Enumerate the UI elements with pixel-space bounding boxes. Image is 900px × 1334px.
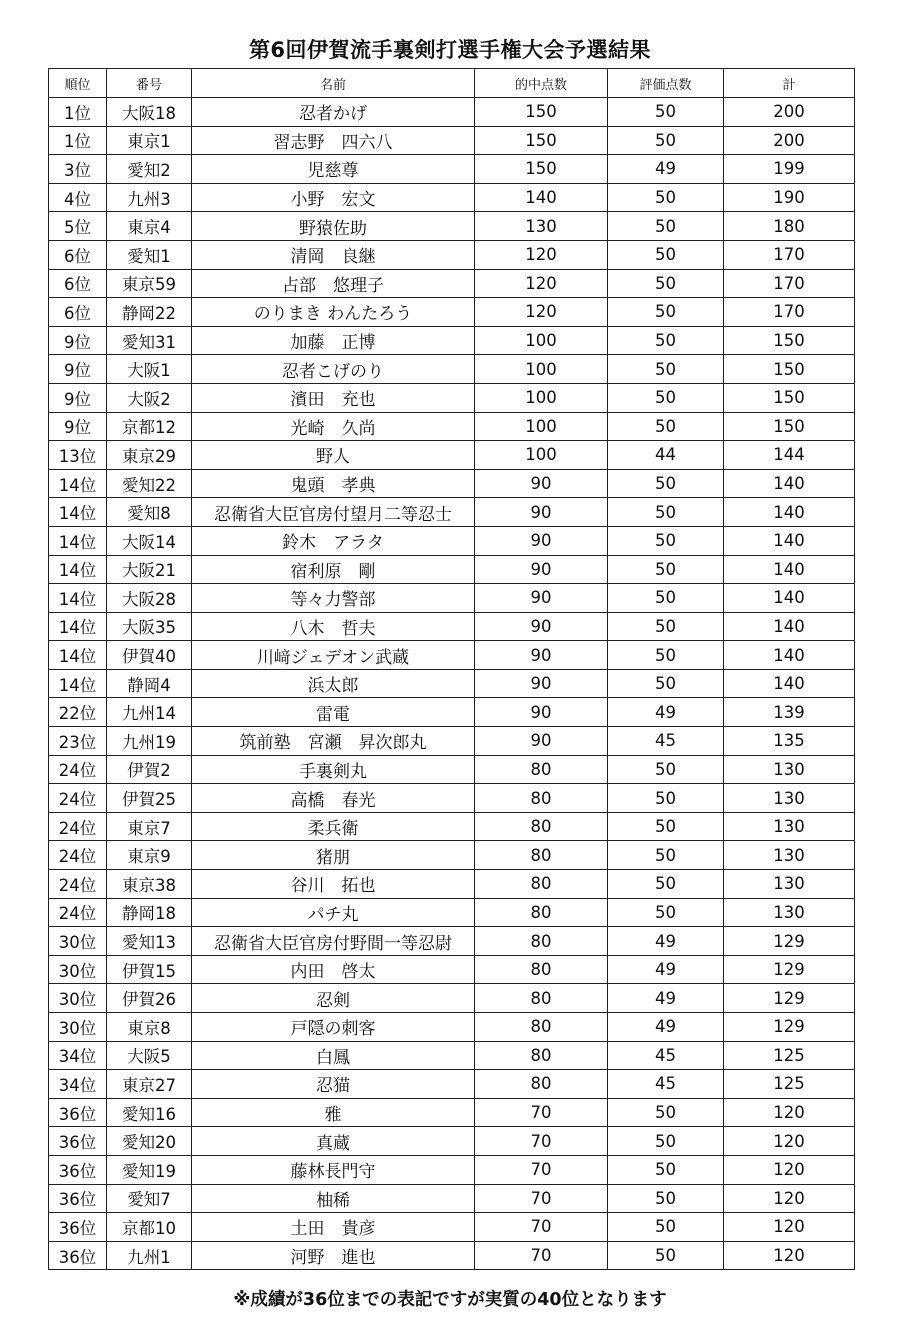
rank-cell: 14位: [49, 469, 107, 498]
number-cell: 静岡18: [107, 898, 192, 927]
total-cell: 129: [724, 1013, 855, 1042]
name-cell: 忍衛省大臣官房付野間一等忍尉: [192, 927, 475, 956]
hit-points-cell: 150: [475, 155, 608, 184]
table-row: [49, 269, 855, 298]
total-cell: 200: [724, 98, 855, 127]
eval-points-cell: 50: [608, 326, 724, 355]
rank-cell: 23位: [49, 727, 107, 756]
rank-cell: 24位: [49, 841, 107, 870]
number-cell: 九州19: [107, 727, 192, 756]
total-cell: 120: [724, 1155, 855, 1184]
hit-points-cell: 80: [475, 841, 608, 870]
rank-cell: 1位: [49, 98, 107, 127]
rank-cell: 22位: [49, 698, 107, 727]
total-cell: 130: [724, 898, 855, 927]
table-row: [49, 1070, 855, 1099]
eval-points-cell: 50: [608, 584, 724, 613]
number-cell: 東京38: [107, 870, 192, 899]
rank-cell: 9位: [49, 383, 107, 412]
total-cell: 130: [724, 755, 855, 784]
rank-cell: 30位: [49, 955, 107, 984]
number-cell: 大阪28: [107, 584, 192, 613]
table-row: [49, 441, 855, 470]
name-cell: 忍衛省大臣官房付望月二等忍士: [192, 498, 475, 527]
hit-points-cell: 90: [475, 669, 608, 698]
rank-cell: 36位: [49, 1241, 107, 1270]
rank-cell: 14位: [49, 498, 107, 527]
total-cell: 120: [724, 1098, 855, 1127]
table-row: [49, 727, 855, 756]
name-cell: 八木 哲夫: [192, 612, 475, 641]
hit-points-cell: 80: [475, 927, 608, 956]
eval-points-cell: 50: [608, 1184, 724, 1213]
name-cell: 忍者かげ: [192, 98, 475, 127]
name-cell: 忍者こげのり: [192, 355, 475, 384]
hit-points-cell: 140: [475, 183, 608, 212]
rank-cell: 14位: [49, 555, 107, 584]
table-row: [49, 155, 855, 184]
total-cell: 144: [724, 441, 855, 470]
hit-points-cell: 80: [475, 984, 608, 1013]
eval-points-cell: 45: [608, 727, 724, 756]
rank-cell: 14位: [49, 641, 107, 670]
number-cell: 静岡4: [107, 669, 192, 698]
rank-cell: 24位: [49, 755, 107, 784]
table-row: [49, 841, 855, 870]
eval-points-cell: 50: [608, 555, 724, 584]
name-cell: 鈴木 アラタ: [192, 526, 475, 555]
eval-points-cell: 50: [608, 1213, 724, 1242]
rank-cell: 5位: [49, 212, 107, 241]
total-cell: 130: [724, 870, 855, 899]
eval-points-cell: 50: [608, 641, 724, 670]
eval-points-cell: 50: [608, 98, 724, 127]
name-cell: 内田 啓太: [192, 955, 475, 984]
page-title: 第6回伊賀流手裏剣打選手権大会予選結果: [248, 38, 652, 62]
rank-cell: 30位: [49, 1013, 107, 1042]
number-cell: 大阪35: [107, 612, 192, 641]
eval-points-cell: 50: [608, 412, 724, 441]
number-cell: 京都12: [107, 412, 192, 441]
number-cell: 静岡22: [107, 298, 192, 327]
total-cell: 180: [724, 212, 855, 241]
number-cell: 愛知2: [107, 155, 192, 184]
number-cell: 愛知16: [107, 1098, 192, 1127]
rank-cell: 24位: [49, 784, 107, 813]
number-cell: 九州1: [107, 1241, 192, 1270]
hit-points-cell: 150: [475, 98, 608, 127]
total-cell: 129: [724, 927, 855, 956]
hit-points-cell: 100: [475, 441, 608, 470]
eval-points-cell: 45: [608, 1041, 724, 1070]
eval-points-cell: 50: [608, 755, 724, 784]
table-row: [49, 870, 855, 899]
hit-points-cell: 90: [475, 641, 608, 670]
table-row: [49, 126, 855, 155]
name-header: 名前: [192, 69, 475, 98]
eval-points-cell: 50: [608, 269, 724, 298]
eval-points-cell: 50: [608, 212, 724, 241]
total-cell: 125: [724, 1070, 855, 1099]
eval-points-cell: 49: [608, 698, 724, 727]
total-cell: 150: [724, 383, 855, 412]
rank-cell: 36位: [49, 1098, 107, 1127]
table-row: [49, 1127, 855, 1156]
name-cell: 猪朋: [192, 841, 475, 870]
rank-cell: 36位: [49, 1127, 107, 1156]
number-cell: 愛知1: [107, 240, 192, 269]
footnote: ※成績が36位までの表記ですが実質の40位となります: [233, 1290, 667, 1310]
eval-points-cell: 50: [608, 240, 724, 269]
number-cell: 愛知22: [107, 469, 192, 498]
hit-points-cell: 80: [475, 898, 608, 927]
table-row: [49, 412, 855, 441]
rank-cell: 6位: [49, 298, 107, 327]
eval-points-cell: 49: [608, 1013, 724, 1042]
number-cell: 東京9: [107, 841, 192, 870]
table-row: [49, 183, 855, 212]
hit-points-cell: 150: [475, 126, 608, 155]
eval-points-cell: 45: [608, 1070, 724, 1099]
total-cell: 139: [724, 698, 855, 727]
rank-cell: 9位: [49, 326, 107, 355]
hit-points-cell: 100: [475, 412, 608, 441]
total-cell: 120: [724, 1213, 855, 1242]
hit-points-cell: 120: [475, 269, 608, 298]
name-cell: 忍剣: [192, 984, 475, 1013]
total-cell: 150: [724, 355, 855, 384]
eval-points-cell: 50: [608, 812, 724, 841]
number-cell: 伊賀2: [107, 755, 192, 784]
table-row: [49, 812, 855, 841]
eval-points-cell: 50: [608, 669, 724, 698]
total-cell: 199: [724, 155, 855, 184]
table-row: [49, 669, 855, 698]
table-row: [49, 1184, 855, 1213]
number-cell: 大阪1: [107, 355, 192, 384]
number-cell: 伊賀25: [107, 784, 192, 813]
number-cell: 伊賀26: [107, 984, 192, 1013]
hit-points-cell: 80: [475, 1041, 608, 1070]
number-cell: 伊賀15: [107, 955, 192, 984]
number-cell: 大阪18: [107, 98, 192, 127]
hit-points-cell: 90: [475, 498, 608, 527]
number-cell: 京都10: [107, 1213, 192, 1242]
table-row: [49, 383, 855, 412]
rank-cell: 6位: [49, 240, 107, 269]
name-cell: 柚稀: [192, 1184, 475, 1213]
hit-points-cell: 120: [475, 298, 608, 327]
table-row: [49, 526, 855, 555]
rank-cell: 24位: [49, 870, 107, 899]
rank-cell: 9位: [49, 355, 107, 384]
name-cell: 雅: [192, 1098, 475, 1127]
name-cell: 加藤 正博: [192, 326, 475, 355]
eval-points-cell: 50: [608, 126, 724, 155]
eval-points-cell: 50: [608, 1241, 724, 1270]
number-cell: 東京59: [107, 269, 192, 298]
name-cell: 野人: [192, 441, 475, 470]
rank-cell: 9位: [49, 412, 107, 441]
hit-points-cell: 80: [475, 755, 608, 784]
number-cell: 愛知31: [107, 326, 192, 355]
number-cell: 東京7: [107, 812, 192, 841]
hit-points-cell: 130: [475, 212, 608, 241]
name-cell: 占部 悠理子: [192, 269, 475, 298]
rank-cell: 24位: [49, 812, 107, 841]
eval-points-cell: 49: [608, 927, 724, 956]
table-row: [49, 698, 855, 727]
name-cell: 手裏剣丸: [192, 755, 475, 784]
name-cell: 川﨑ジェデオン武蔵: [192, 641, 475, 670]
number-cell: 東京4: [107, 212, 192, 241]
hit-points-cell: 90: [475, 469, 608, 498]
rank-cell: 14位: [49, 584, 107, 613]
hit-points-cell: 70: [475, 1127, 608, 1156]
eval-points-cell: 50: [608, 870, 724, 899]
hit-points-cell: 90: [475, 612, 608, 641]
table-row: [49, 955, 855, 984]
name-cell: 習志野 四六八: [192, 126, 475, 155]
results-body: [49, 98, 855, 1270]
total-cell: 130: [724, 841, 855, 870]
hit-points-cell: 80: [475, 955, 608, 984]
hit-points-cell: 70: [475, 1213, 608, 1242]
rank-cell: 3位: [49, 155, 107, 184]
total-header: 計: [724, 69, 855, 98]
table-row: [49, 1213, 855, 1242]
table-row: [49, 240, 855, 269]
table-row: [49, 927, 855, 956]
total-cell: 135: [724, 727, 855, 756]
rank-cell: 36位: [49, 1155, 107, 1184]
eval-points-cell: 49: [608, 984, 724, 1013]
name-cell: 河野 進也: [192, 1241, 475, 1270]
name-cell: 野猿佐助: [192, 212, 475, 241]
hit-points-cell: 100: [475, 355, 608, 384]
hit-points-cell: 70: [475, 1241, 608, 1270]
total-cell: 150: [724, 412, 855, 441]
name-cell: 柔兵衛: [192, 812, 475, 841]
total-cell: 170: [724, 269, 855, 298]
eval-points-cell: 50: [608, 183, 724, 212]
number-cell: 東京1: [107, 126, 192, 155]
rank-cell: 34位: [49, 1070, 107, 1099]
rank-cell: 30位: [49, 984, 107, 1013]
table-row: [49, 1013, 855, 1042]
number-cell: 伊賀40: [107, 641, 192, 670]
number-header: 番号: [107, 69, 192, 98]
eval-points-cell: 50: [608, 898, 724, 927]
name-cell: 忍猫: [192, 1070, 475, 1099]
table-row: [49, 612, 855, 641]
name-cell: 宿利原 剛: [192, 555, 475, 584]
hit-points-cell: 100: [475, 326, 608, 355]
number-cell: 愛知7: [107, 1184, 192, 1213]
name-cell: 白鳳: [192, 1041, 475, 1070]
total-cell: 140: [724, 641, 855, 670]
total-cell: 120: [724, 1184, 855, 1213]
table-row: [49, 326, 855, 355]
eval-points-cell: 50: [608, 1127, 724, 1156]
table-row: [49, 555, 855, 584]
table-row: [49, 1098, 855, 1127]
name-cell: 等々力警部: [192, 584, 475, 613]
eval-points-cell: 50: [608, 841, 724, 870]
rank-cell: 4位: [49, 183, 107, 212]
number-cell: 大阪5: [107, 1041, 192, 1070]
number-cell: 東京29: [107, 441, 192, 470]
eval-points-cell: 50: [608, 469, 724, 498]
name-cell: 浜太郎: [192, 669, 475, 698]
hit-points-cell: 120: [475, 240, 608, 269]
total-cell: 140: [724, 526, 855, 555]
total-cell: 140: [724, 669, 855, 698]
table-row: [49, 469, 855, 498]
table-row: [49, 498, 855, 527]
number-cell: 大阪2: [107, 383, 192, 412]
number-cell: 九州3: [107, 183, 192, 212]
total-cell: 140: [724, 555, 855, 584]
name-cell: のりまき わんたろう: [192, 298, 475, 327]
total-cell: 130: [724, 784, 855, 813]
hit-points-header: 的中点数: [475, 69, 608, 98]
total-cell: 130: [724, 812, 855, 841]
name-cell: 鬼頭 孝典: [192, 469, 475, 498]
hit-points-cell: 90: [475, 555, 608, 584]
name-cell: 筑前塾 宮瀬 昇次郎丸: [192, 727, 475, 756]
eval-points-cell: 50: [608, 1098, 724, 1127]
table-row: [49, 641, 855, 670]
eval-points-cell: 50: [608, 355, 724, 384]
number-cell: 愛知19: [107, 1155, 192, 1184]
hit-points-cell: 100: [475, 383, 608, 412]
rank-cell: 36位: [49, 1213, 107, 1242]
number-cell: 大阪21: [107, 555, 192, 584]
rank-header: 順位: [49, 69, 107, 98]
name-cell: 清岡 良継: [192, 240, 475, 269]
eval-points-cell: 50: [608, 298, 724, 327]
rank-cell: 14位: [49, 669, 107, 698]
hit-points-cell: 70: [475, 1155, 608, 1184]
table-row: [49, 98, 855, 127]
total-cell: 120: [724, 1127, 855, 1156]
table-row: [49, 584, 855, 613]
hit-points-cell: 70: [475, 1098, 608, 1127]
name-cell: 小野 宏文: [192, 183, 475, 212]
name-cell: パチ丸: [192, 898, 475, 927]
eval-points-cell: 44: [608, 441, 724, 470]
rank-cell: 6位: [49, 269, 107, 298]
name-cell: 光崎 久尚: [192, 412, 475, 441]
table-row: [49, 784, 855, 813]
total-cell: 129: [724, 955, 855, 984]
name-cell: 真蔵: [192, 1127, 475, 1156]
total-cell: 129: [724, 984, 855, 1013]
rank-cell: 30位: [49, 927, 107, 956]
table-row: [49, 984, 855, 1013]
rank-cell: 13位: [49, 441, 107, 470]
total-cell: 120: [724, 1241, 855, 1270]
hit-points-cell: 80: [475, 870, 608, 899]
total-cell: 190: [724, 183, 855, 212]
hit-points-cell: 80: [475, 784, 608, 813]
table-row: [49, 898, 855, 927]
eval-points-cell: 50: [608, 1155, 724, 1184]
rank-cell: 1位: [49, 126, 107, 155]
hit-points-cell: 90: [475, 526, 608, 555]
name-cell: 児慈尊: [192, 155, 475, 184]
number-cell: 九州14: [107, 698, 192, 727]
eval-points-cell: 50: [608, 383, 724, 412]
eval-points-cell: 50: [608, 498, 724, 527]
name-cell: 戸隠の刺客: [192, 1013, 475, 1042]
number-cell: 愛知13: [107, 927, 192, 956]
table-row: [49, 1041, 855, 1070]
name-cell: 谷川 拓也: [192, 870, 475, 899]
name-cell: 土田 貴彦: [192, 1213, 475, 1242]
hit-points-cell: 90: [475, 584, 608, 613]
eval-points-cell: 50: [608, 612, 724, 641]
total-cell: 150: [724, 326, 855, 355]
total-cell: 200: [724, 126, 855, 155]
number-cell: 大阪14: [107, 526, 192, 555]
eval-points-cell: 49: [608, 155, 724, 184]
eval-points-cell: 50: [608, 526, 724, 555]
hit-points-cell: 90: [475, 727, 608, 756]
eval-points-header: 評価点数: [608, 69, 724, 98]
name-cell: 高橋 春光: [192, 784, 475, 813]
eval-points-cell: 49: [608, 955, 724, 984]
total-cell: 140: [724, 469, 855, 498]
rank-cell: 36位: [49, 1184, 107, 1213]
results-table: [48, 68, 855, 1270]
name-cell: 雷電: [192, 698, 475, 727]
hit-points-cell: 80: [475, 1013, 608, 1042]
hit-points-cell: 70: [475, 1184, 608, 1213]
name-cell: 藤林長門守: [192, 1155, 475, 1184]
header-row: [49, 69, 855, 98]
table-row: [49, 755, 855, 784]
number-cell: 東京8: [107, 1013, 192, 1042]
rank-cell: 34位: [49, 1041, 107, 1070]
table-row: [49, 355, 855, 384]
total-cell: 125: [724, 1041, 855, 1070]
total-cell: 140: [724, 584, 855, 613]
total-cell: 170: [724, 240, 855, 269]
total-cell: 140: [724, 498, 855, 527]
name-cell: 濱田 充也: [192, 383, 475, 412]
hit-points-cell: 90: [475, 698, 608, 727]
rank-cell: 24位: [49, 898, 107, 927]
total-cell: 140: [724, 612, 855, 641]
hit-points-cell: 80: [475, 1070, 608, 1099]
total-cell: 170: [724, 298, 855, 327]
table-row: [49, 212, 855, 241]
number-cell: 東京27: [107, 1070, 192, 1099]
table-row: [49, 1155, 855, 1184]
rank-cell: 14位: [49, 612, 107, 641]
table-row: [49, 298, 855, 327]
hit-points-cell: 80: [475, 812, 608, 841]
rank-cell: 14位: [49, 526, 107, 555]
number-cell: 愛知8: [107, 498, 192, 527]
eval-points-cell: 50: [608, 784, 724, 813]
number-cell: 愛知20: [107, 1127, 192, 1156]
table-row: [49, 1241, 855, 1270]
